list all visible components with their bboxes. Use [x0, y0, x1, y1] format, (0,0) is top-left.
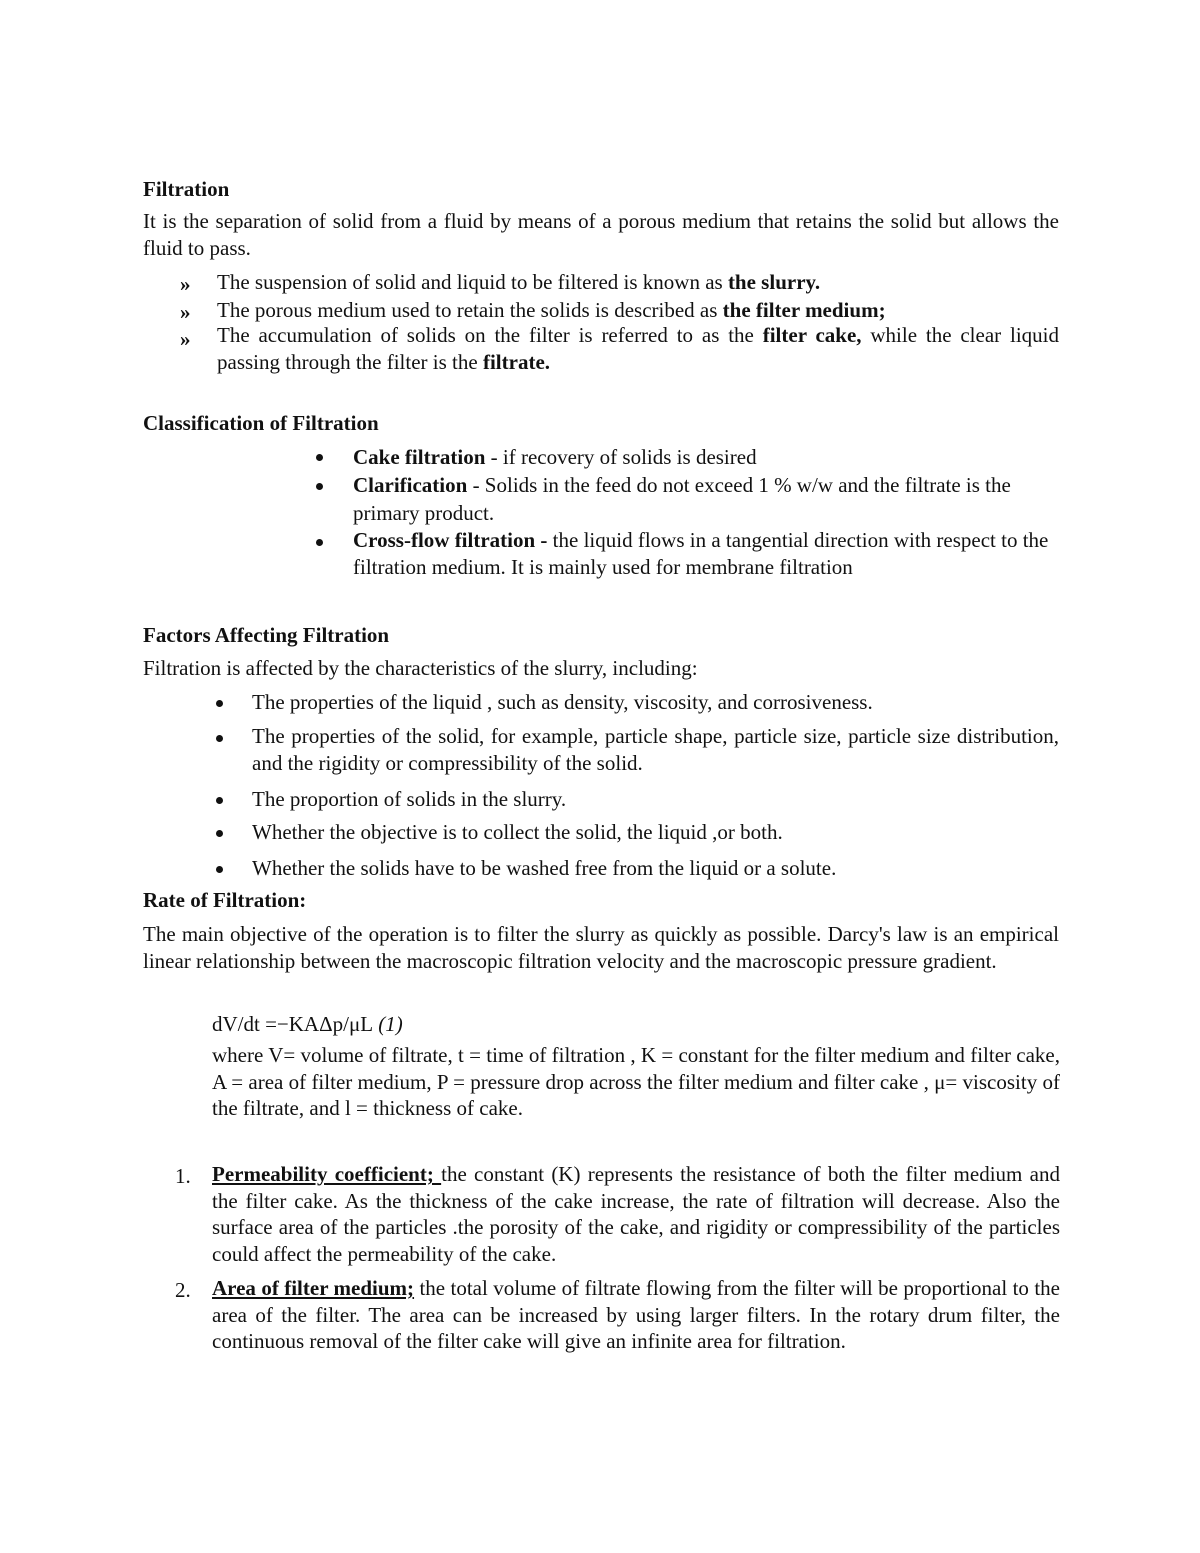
bullet-icon: [316, 483, 323, 490]
item-term: Cross-flow filtration -: [353, 528, 548, 552]
rate-intro: The main objective of the operation is to filter the slurry as quickly as possible. Darcy's law is an empirical linear relationship between the macroscopic filtration velocity and the macroscopic pressure gradient.: [143, 922, 1059, 973]
list-item: [353, 527, 1073, 581]
rate-heading: Rate of Filtration:: [143, 888, 307, 912]
list-item: Whether the objective is to collect the solid, the liquid ,or both.: [252, 820, 783, 844]
definition-term: filtrate.: [482, 350, 551, 374]
factors-heading: Factors Affecting Filtration: [143, 623, 390, 647]
equation-text: dV/dt =−KAΔp/μL: [212, 1012, 374, 1036]
list-item: The properties of the liquid , such as density, viscosity, and corrosiveness.: [252, 690, 873, 714]
list-marker: »: [180, 327, 191, 351]
list-item: [217, 272, 820, 293]
definition-text: while the clear liquid passing through the filter is the: [217, 323, 1059, 374]
definition-text: The accumulation of solids on the filter is referred to as the: [217, 323, 763, 347]
definition-term: the slurry.: [727, 270, 821, 294]
item-text: the liquid flows in a tangential direction with respect to the filtration medium. It is mainly used for membrane filtration: [353, 528, 1049, 579]
definition-text: The porous medium used to retain the solids is described as: [217, 298, 723, 322]
definition-term: filter cake,: [762, 323, 862, 347]
bullet-icon: [216, 700, 223, 707]
list-marker: »: [180, 272, 191, 296]
list-item: [217, 300, 886, 321]
definition-term: the filter medium;: [722, 298, 886, 322]
item-number: 2.: [175, 1278, 191, 1302]
list-item: [217, 322, 1059, 376]
classification-heading: Classification of Filtration: [143, 411, 379, 435]
bullet-icon: [316, 539, 323, 546]
item-text: - if recovery of solids is desired: [485, 445, 757, 469]
list-item: [212, 1275, 1060, 1355]
definition-text: The suspension of solid and liquid to be filtered is known as: [217, 270, 728, 294]
intro-paragraph: It is the separation of solid from a fluid by means of a porous medium that retains the solid but allows the fluid to pass.: [143, 209, 1059, 260]
bullet-icon: [216, 866, 223, 873]
item-text: the constant (K) represents the resistance of both the filter medium and the filter cake. As the thickness of the cake increase, the rate of filtration will decrease. Also the surface area of the particles .the porosity of the cake, and rigidity or compressibility of the particles could affect the permeability of the cake.: [212, 1162, 1060, 1266]
list-item: Whether the solids have to be washed free from the liquid or a solute.: [252, 856, 837, 880]
item-number: 1.: [175, 1164, 191, 1188]
list-item: The proportion of solids in the slurry.: [252, 787, 567, 811]
factors-intro: Filtration is affected by the characteristics of the slurry, including:: [143, 656, 698, 680]
item-text: the total volume of filtrate flowing from the filter will be proportional to the area of the filter. The area can be increased by using larger filters. In the rotary drum filter, the continuous removal of the filter cake will give an infinite area for filtration.: [212, 1276, 1060, 1353]
item-term: Permeability coefficient;: [212, 1162, 442, 1186]
darcy-equation: [212, 1014, 403, 1035]
list-item: [353, 471, 1059, 527]
item-term: Cake filtration: [353, 445, 486, 469]
item-term: Area of filter medium;: [212, 1276, 415, 1300]
bullet-icon: [216, 830, 223, 837]
item-term: Clarification: [353, 473, 468, 497]
equation-number: (1): [378, 1012, 403, 1036]
list-item: [353, 447, 757, 468]
bullet-icon: [216, 797, 223, 804]
list-item: [212, 1161, 1060, 1267]
page-title: Filtration: [143, 177, 230, 201]
item-text: - Solids in the feed do not exceed 1 % w/w and the filtrate is the primary product.: [353, 473, 1011, 525]
equation-legend: where V= volume of filtrate, t = time of filtration , K = constant for the filter medium and filter cake, A = area of filter medium, P = pressure drop across the filter medium and filter cake , μ= viscosity of the filtrate, and l = thickness of cake.: [212, 1043, 1060, 1120]
list-item: The properties of the solid, for example, particle shape, particle size, particle size distribution, and the rigidity or compressibility of the solid.: [252, 724, 1059, 775]
bullet-icon: [216, 735, 223, 742]
bullet-icon: [316, 454, 323, 461]
list-marker: »: [180, 300, 191, 324]
